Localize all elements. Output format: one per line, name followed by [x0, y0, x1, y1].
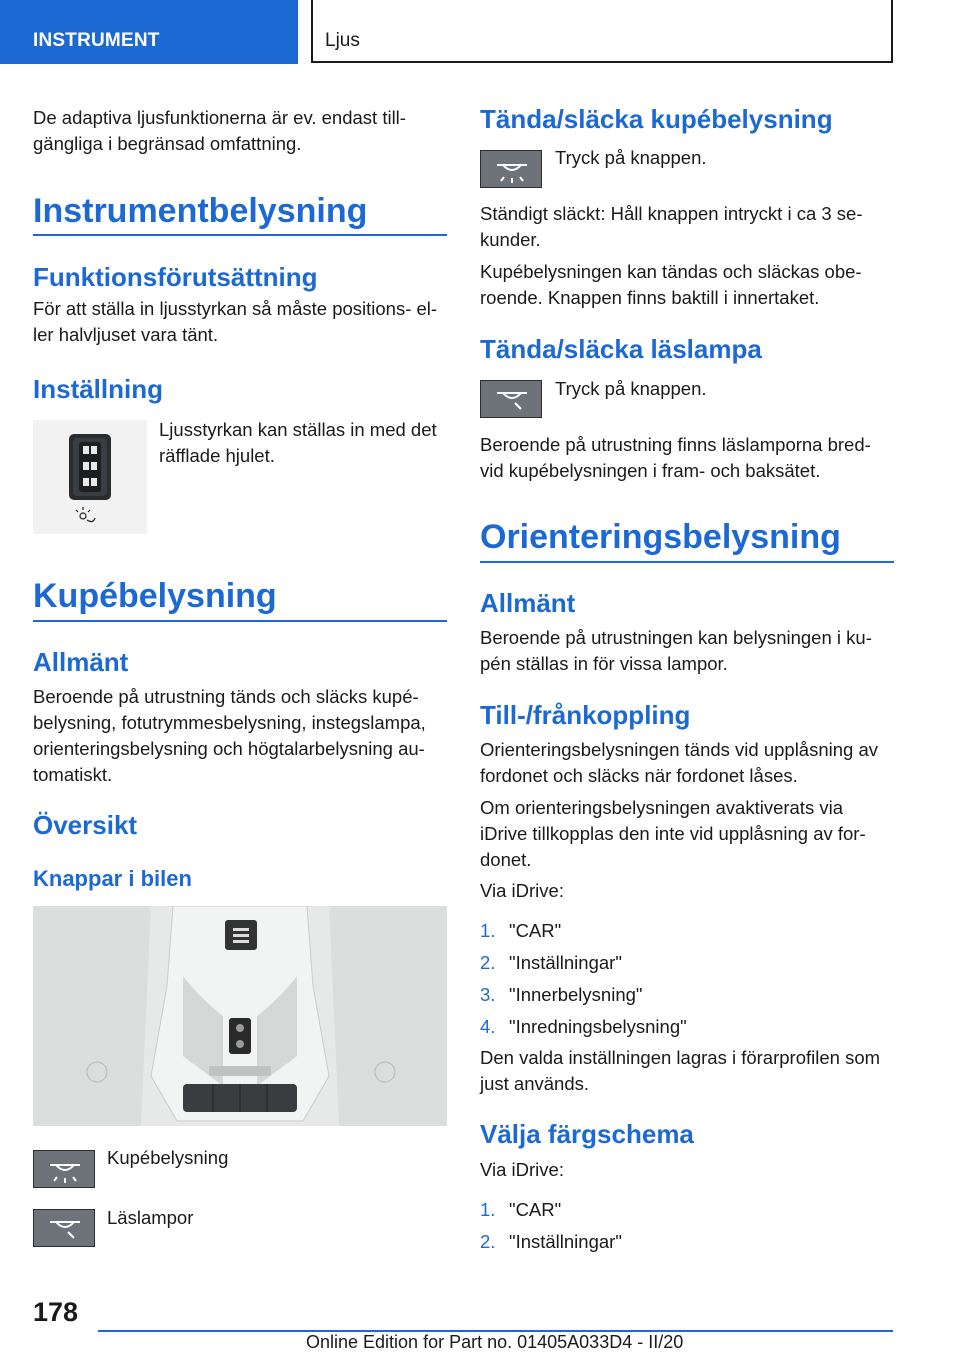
allm-line-2: belysning, fotutrymmesbelysning, instegslampa, [33, 712, 426, 733]
heading-knappar-i-bilen: Knappar i bilen [33, 866, 192, 891]
heading-rule [33, 620, 447, 622]
heading-valja-fargschema: Välja färgschema [480, 1119, 694, 1149]
heading-rule [480, 561, 894, 563]
dimmer-wheel-image [33, 420, 147, 534]
p7-line-1: Den valda inställningen lagras i förarprofilen som [480, 1047, 881, 1068]
topic-title: Ljus [325, 30, 360, 51]
allm-line-1: Beroende på utrustning tänds och släcks kupé- [33, 686, 419, 707]
p1-line-2: kunder. [480, 229, 541, 250]
section-tab [0, 0, 298, 64]
heading-orienteringsbelysning: Orienteringsbelysning [480, 518, 841, 556]
p2-line-2: roende. Knappen finns baktill i innertaket. [480, 287, 820, 308]
legend-label-interior: Kupébelysning [107, 1147, 229, 1168]
tryck-text-1: Tryck på knappen. [555, 147, 707, 168]
heading-installning: Inställning [33, 374, 163, 404]
p6-line-1: Om orienteringsbelysningen avaktiverats via [480, 797, 843, 818]
p6-line-2: iDrive tillkopplas den inte vid upplåsning av for- [480, 823, 866, 844]
p6-line-3: donet. [480, 849, 532, 870]
funk-line-1: För att ställa in ljusstyrkan så måste positions- el- [33, 298, 438, 319]
heading-rule [33, 234, 447, 236]
intro-line-1: De adaptiva ljusfunktionerna är ev. endast till- [33, 107, 406, 128]
p1-line-1: Ständigt släckt: Håll knappen intryckt i ca 3 se- [480, 203, 863, 224]
heading-till-frankoppling: Till-/frånkoppling [480, 700, 691, 730]
heading-allmant: Allmänt [33, 647, 129, 677]
overhead-console-image [33, 906, 447, 1126]
funk-line-2: ler halvljuset vara tänt. [33, 324, 219, 345]
p2-line-1: Kupébelysningen kan tändas och släckas obe- [480, 261, 862, 282]
reading-light-icon [33, 1209, 95, 1247]
reading-light-button-icon [480, 380, 542, 418]
tryck-text-2: Tryck på knappen. [555, 378, 707, 399]
intro-line-2: gängliga i begränsad omfattning. [33, 133, 302, 154]
p5-line-1: Orienteringsbelysningen tänds vid upplåsning av [480, 739, 879, 760]
interior-light-button-icon [480, 150, 542, 188]
heading-allmant-2: Allmänt [480, 588, 576, 618]
heading-tanda-laslampa: Tända/släcka läslampa [480, 334, 762, 364]
legend-label-reading: Läslampor [107, 1207, 194, 1228]
inst-line-2: räfflade hjulet. [159, 445, 275, 466]
edition-note: Online Edition for Part no. 01405A033D4 - II/20 [306, 1332, 684, 1352]
allm-line-4: tomatiskt. [33, 764, 113, 785]
via-idrive-1: Via iDrive: [480, 880, 564, 901]
section-title: INSTRUMENT [33, 30, 160, 51]
inst-line-1: Ljusstyrkan kan ställas in med det [159, 419, 437, 440]
allm-line-3: orienteringsbelysning och högtalarbelysning au- [33, 738, 425, 759]
topic-tab [311, 0, 893, 63]
p4-line-1: Beroende på utrustningen kan belysningen i ku- [480, 627, 872, 648]
page-number: 178 [33, 1297, 79, 1327]
heading-funktionsforutsattning: Funktionsförutsättning [33, 262, 318, 292]
via-idrive-2: Via iDrive: [480, 1159, 564, 1180]
heading-instrumentbelysning: Instrumentbelysning [33, 192, 368, 230]
p5-line-2: fordonet och släcks när fordonet låses. [480, 765, 798, 786]
heading-tanda-kupebelysning: Tända/släcka kupébelysning [480, 104, 833, 134]
p3-line-1: Beroende på utrustning finns läslamporna bred- [480, 434, 871, 455]
p7-line-2: just används. [480, 1073, 590, 1094]
p3-line-2: vid kupébelysningen i fram- och baksätet. [480, 460, 821, 481]
heading-kupebelysning: Kupébelysning [33, 577, 277, 615]
heading-oversikt: Översikt [33, 810, 138, 840]
interior-light-icon [33, 1150, 95, 1188]
p4-line-2: pén ställas in för vissa lampor. [480, 653, 728, 674]
